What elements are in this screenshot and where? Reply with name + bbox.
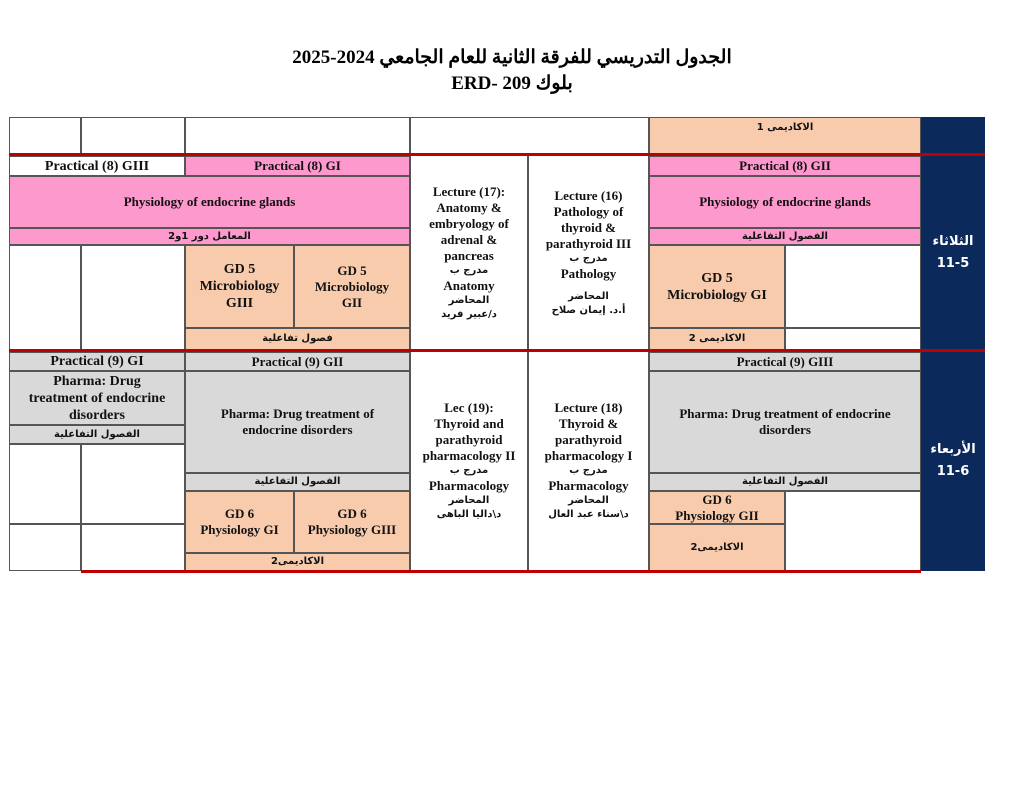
empty-cell <box>785 245 921 328</box>
lecturer-label: المحاضر <box>448 294 490 306</box>
empty-cell <box>81 444 185 524</box>
wed-pharma-mid: Pharma: Drug treatment of endocrine disorders <box>185 371 410 473</box>
tue-physiology-left: Physiology of endocrine glands <box>9 176 410 228</box>
lecturer-label: المحاضر <box>568 495 609 506</box>
lecturer-label: المحاضر <box>568 290 609 302</box>
wed-practical-giii: Practical (9) GIII <box>649 352 921 371</box>
tue-gd5-gii: GD 5 Microbiology GII <box>294 245 410 328</box>
empty-cell <box>410 117 649 155</box>
lecture-title: Lecture (18) Thyroid & parathyroid pharmacology I <box>544 400 633 463</box>
lecture-dept: Pharmacology <box>548 478 629 493</box>
lecture-title: Lecture (16) Pathology of thyroid & parathyroid III <box>545 187 632 251</box>
wed-classes-mid: الفصول التفاعلية <box>185 473 410 491</box>
empty-cell <box>185 117 410 155</box>
empty-cell <box>785 328 921 350</box>
tue-labs: المعامل دور 1و2 <box>9 228 410 245</box>
empty-cell <box>9 524 81 571</box>
page-title: الجدول التدريسي للفرقة الثانية للعام الجامعي 2024-2025 <box>292 47 732 68</box>
tue-practical-gi: Practical (8) GI <box>185 156 410 176</box>
tue-classes-right: الفصول التفاعلية <box>649 228 921 245</box>
lecture-dept: Pharmacology <box>428 478 510 493</box>
lecture-place: مدرج ب <box>569 252 608 264</box>
tue-gd5-giii: GD 5 Microbiology GIII <box>185 245 294 328</box>
divider-line <box>9 349 985 352</box>
wed-academy2-right: الاكاديمى2 <box>649 524 785 571</box>
day-tuesday: الثلاثاء 11-5 <box>921 155 985 350</box>
lecture-dept: Anatomy <box>443 277 495 293</box>
tue-lecture-16 <box>528 155 649 350</box>
empty-cell <box>785 491 921 571</box>
lecturer-name: أ.د. إيمان صلاح <box>551 304 626 316</box>
divider-line <box>9 153 985 156</box>
wed-practical-gii: Practical (9) GII <box>185 352 410 371</box>
wed-pharma-left: Pharma: Drug treatment of endocrine disorders <box>9 371 185 425</box>
tue-lecture-17 <box>410 155 528 350</box>
wed-pharma-right: Pharma: Drug treatment of endocrine disorders <box>649 371 921 473</box>
wed-lecture-18 <box>528 351 649 571</box>
empty-cell <box>81 524 185 571</box>
tue-academy2: الاكاديمى 2 <box>649 328 785 350</box>
divider-line <box>81 570 921 573</box>
lecturer-name: د\سناء عبد العال <box>548 509 629 520</box>
lecturer-name: د/عبير فريد <box>441 308 497 320</box>
tue-gd5-gi: GD 5 Microbiology GI <box>649 245 785 328</box>
lecture-place: مدرج ب <box>449 465 489 476</box>
wed-lecture-19 <box>410 351 528 571</box>
day-header-cell <box>921 117 985 155</box>
wed-gd6-giii: GD 6 Physiology GIII <box>294 491 410 553</box>
tue-classes-mid: فصول تفاعلية <box>185 328 410 350</box>
page-subtitle: بلوك ERD- 209 <box>451 73 573 94</box>
tue-practical-gii: Practical (8) GII <box>649 156 921 176</box>
lecture-title: Lec (19): Thyroid and parathyroid pharmacology II <box>422 400 516 463</box>
academy1-cell: الاكاديمى 1 <box>649 117 921 155</box>
lecturer-name: د\داليا الباهى <box>436 509 502 520</box>
wed-classes-right: الفصول التفاعلية <box>649 473 921 491</box>
wed-classes-left: الفصول التفاعلية <box>9 425 185 444</box>
wed-practical-gi: Practical (9) GI <box>9 352 185 371</box>
lecture-place: مدرج ب <box>449 264 489 276</box>
empty-cell <box>9 117 81 155</box>
wed-gd6-gii: GD 6 Physiology GII <box>649 491 785 524</box>
tue-practical-giii: Practical (8) GIII <box>9 156 185 176</box>
wed-gd6-gi: GD 6 Physiology GI <box>185 491 294 553</box>
tue-physiology-right: Physiology of endocrine glands <box>649 176 921 228</box>
day-wednesday: الأربعاء 11-6 <box>921 351 985 571</box>
empty-cell <box>9 245 81 350</box>
wed-academy2-mid: الاكاديمى2 <box>185 553 410 571</box>
lecturer-label: المحاضر <box>448 495 490 506</box>
empty-cell <box>9 444 81 524</box>
lecture-dept: Pathology <box>560 265 617 281</box>
lecture-title: Lecture (17): Anatomy & embryology of adrenal & pancreas <box>429 183 509 263</box>
empty-cell <box>81 117 185 155</box>
empty-cell <box>81 245 185 350</box>
lecture-place: مدرج ب <box>569 465 608 476</box>
